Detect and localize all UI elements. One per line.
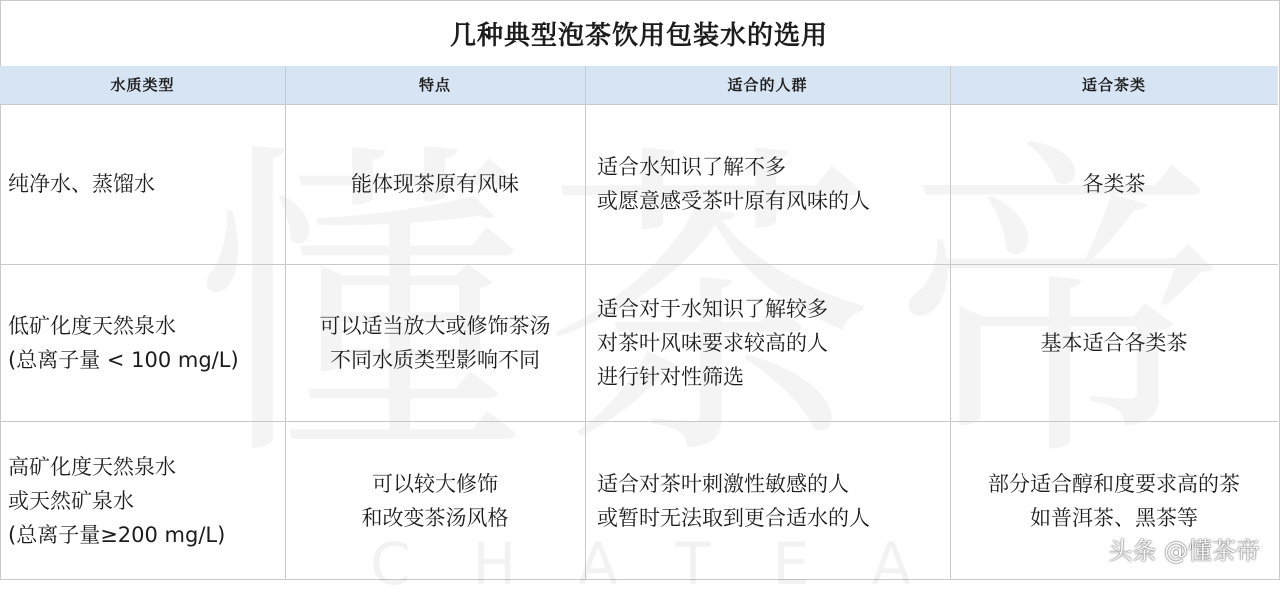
cell-feature xyxy=(285,265,585,421)
column-divider xyxy=(950,66,951,580)
table-title: 几种典型泡茶饮用包装水的选用 xyxy=(0,0,1278,67)
cell-line: 可以适当放大或修饰茶汤 xyxy=(319,314,551,338)
table-row xyxy=(0,104,1278,265)
cell-line: 能体现茶原有风味 xyxy=(351,172,519,196)
source-credit: 头条 @懂茶帝 xyxy=(1108,537,1260,565)
cell-line: (总离子量≥200 mg/L) xyxy=(8,522,226,547)
cell-people xyxy=(585,422,950,579)
cell-line: 适合水知识了解不多 xyxy=(597,155,786,179)
cell-line: 纯净水、蒸馏水 xyxy=(8,172,155,196)
cell-line: 基本适合各类茶 xyxy=(1040,331,1188,355)
cell-line: 高矿化度天然泉水 xyxy=(8,454,176,479)
table-header xyxy=(0,66,1278,105)
cell-water-type xyxy=(0,265,285,421)
cell-line: 对茶叶风味要求较高的人 xyxy=(597,331,828,355)
cell-line: 或愿意感受茶叶原有风味的人 xyxy=(597,189,870,213)
cell-water-type xyxy=(0,422,285,579)
cell-water-type xyxy=(0,104,285,264)
cell-people xyxy=(585,104,950,264)
cell-line: 或暂时无法取到更合适水的人 xyxy=(597,505,870,530)
header-water-type: 水质类型 xyxy=(110,76,175,94)
cell-line: 适合对于水知识了解较多 xyxy=(597,297,828,321)
cell-line: (总离子量 < 100 mg/L) xyxy=(8,348,239,372)
watermark-english: CHATEA xyxy=(370,530,974,598)
cell-line: 适合对茶叶刺激性敏感的人 xyxy=(597,471,849,496)
cell-feature xyxy=(285,104,585,264)
cell-line: 可以较大修饰 xyxy=(372,471,498,496)
cell-line: 和改变茶汤风格 xyxy=(361,505,509,530)
header-feature: 特点 xyxy=(418,76,451,94)
cell-people xyxy=(585,265,950,421)
table-row xyxy=(0,422,1278,579)
column-divider xyxy=(285,66,286,580)
header-people: 适合的人群 xyxy=(727,76,808,94)
table-row xyxy=(0,265,1278,422)
cell-line: 进行针对性筛选 xyxy=(597,365,744,389)
header-tea: 适合茶类 xyxy=(1081,76,1146,94)
cell-tea xyxy=(950,265,1278,421)
cell-line: 部分适合醇和度要求高的茶 xyxy=(988,471,1240,496)
cell-line: 低矿化度天然泉水 xyxy=(8,314,176,338)
cell-feature xyxy=(285,422,585,579)
cell-tea xyxy=(950,104,1278,264)
column-divider xyxy=(585,66,586,580)
cell-line: 各类茶 xyxy=(1082,172,1146,196)
cell-line: 或天然矿泉水 xyxy=(8,488,134,513)
cell-line: 不同水质类型影响不同 xyxy=(330,348,540,372)
cell-line: 如普洱茶、黑茶等 xyxy=(1030,505,1198,530)
